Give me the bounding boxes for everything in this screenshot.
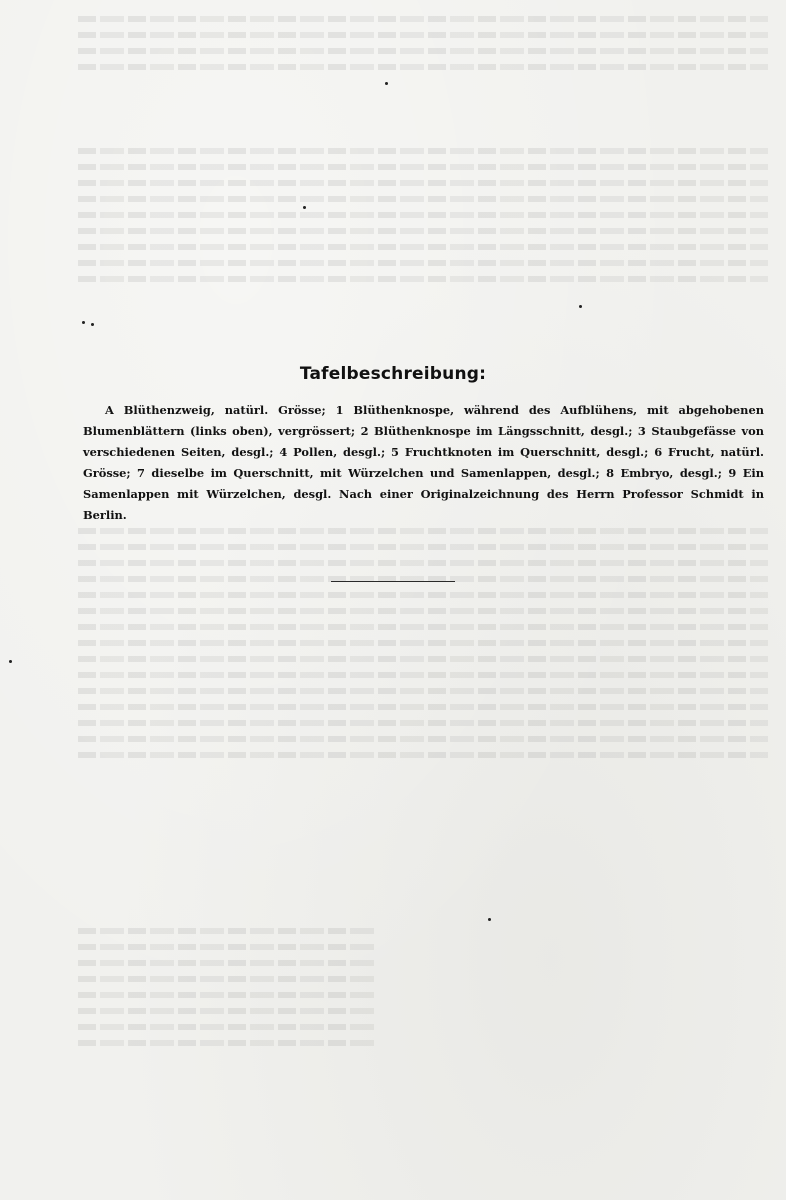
print-speck xyxy=(9,660,12,663)
bleed-through-top xyxy=(78,8,768,80)
bleed-through-middle xyxy=(78,520,768,768)
plate-description-heading: Tafelbeschreibung: xyxy=(299,364,487,384)
print-speck xyxy=(579,305,582,308)
print-speck xyxy=(303,206,306,209)
print-speck xyxy=(82,321,85,324)
bleed-through-upper xyxy=(78,140,768,292)
print-speck xyxy=(385,82,388,85)
plate-description-text: A Blüthenzweig, natürl. Grösse; 1 Blüthenknospe, während des Aufblühens, mit abgehobenen Blumenblättern (links oben), vergrössert; 2 Blüthenknospe im Längsschnitt, desgl.; 3 Staubgefässe von verschiedenen Seiten, desgl.; 4 Pollen, desgl.; 5 Fruchtknoten im Querschnitt, desgl.; 6 Frucht, natürl. Grösse; 7 dieselbe im Querschnitt, mit Würzelchen und Samenlappen, desgl.; 8 Embryo, desgl.; 9 Ein Samenlappen mit Würzelchen, desgl. Nach einer Originalzeichnung des Herrn Professor Schmidt in Berlin. xyxy=(83,403,764,522)
print-speck xyxy=(91,323,94,326)
separator-rule xyxy=(331,581,455,582)
print-speck xyxy=(488,918,491,921)
bleed-through-lower xyxy=(78,920,378,1056)
